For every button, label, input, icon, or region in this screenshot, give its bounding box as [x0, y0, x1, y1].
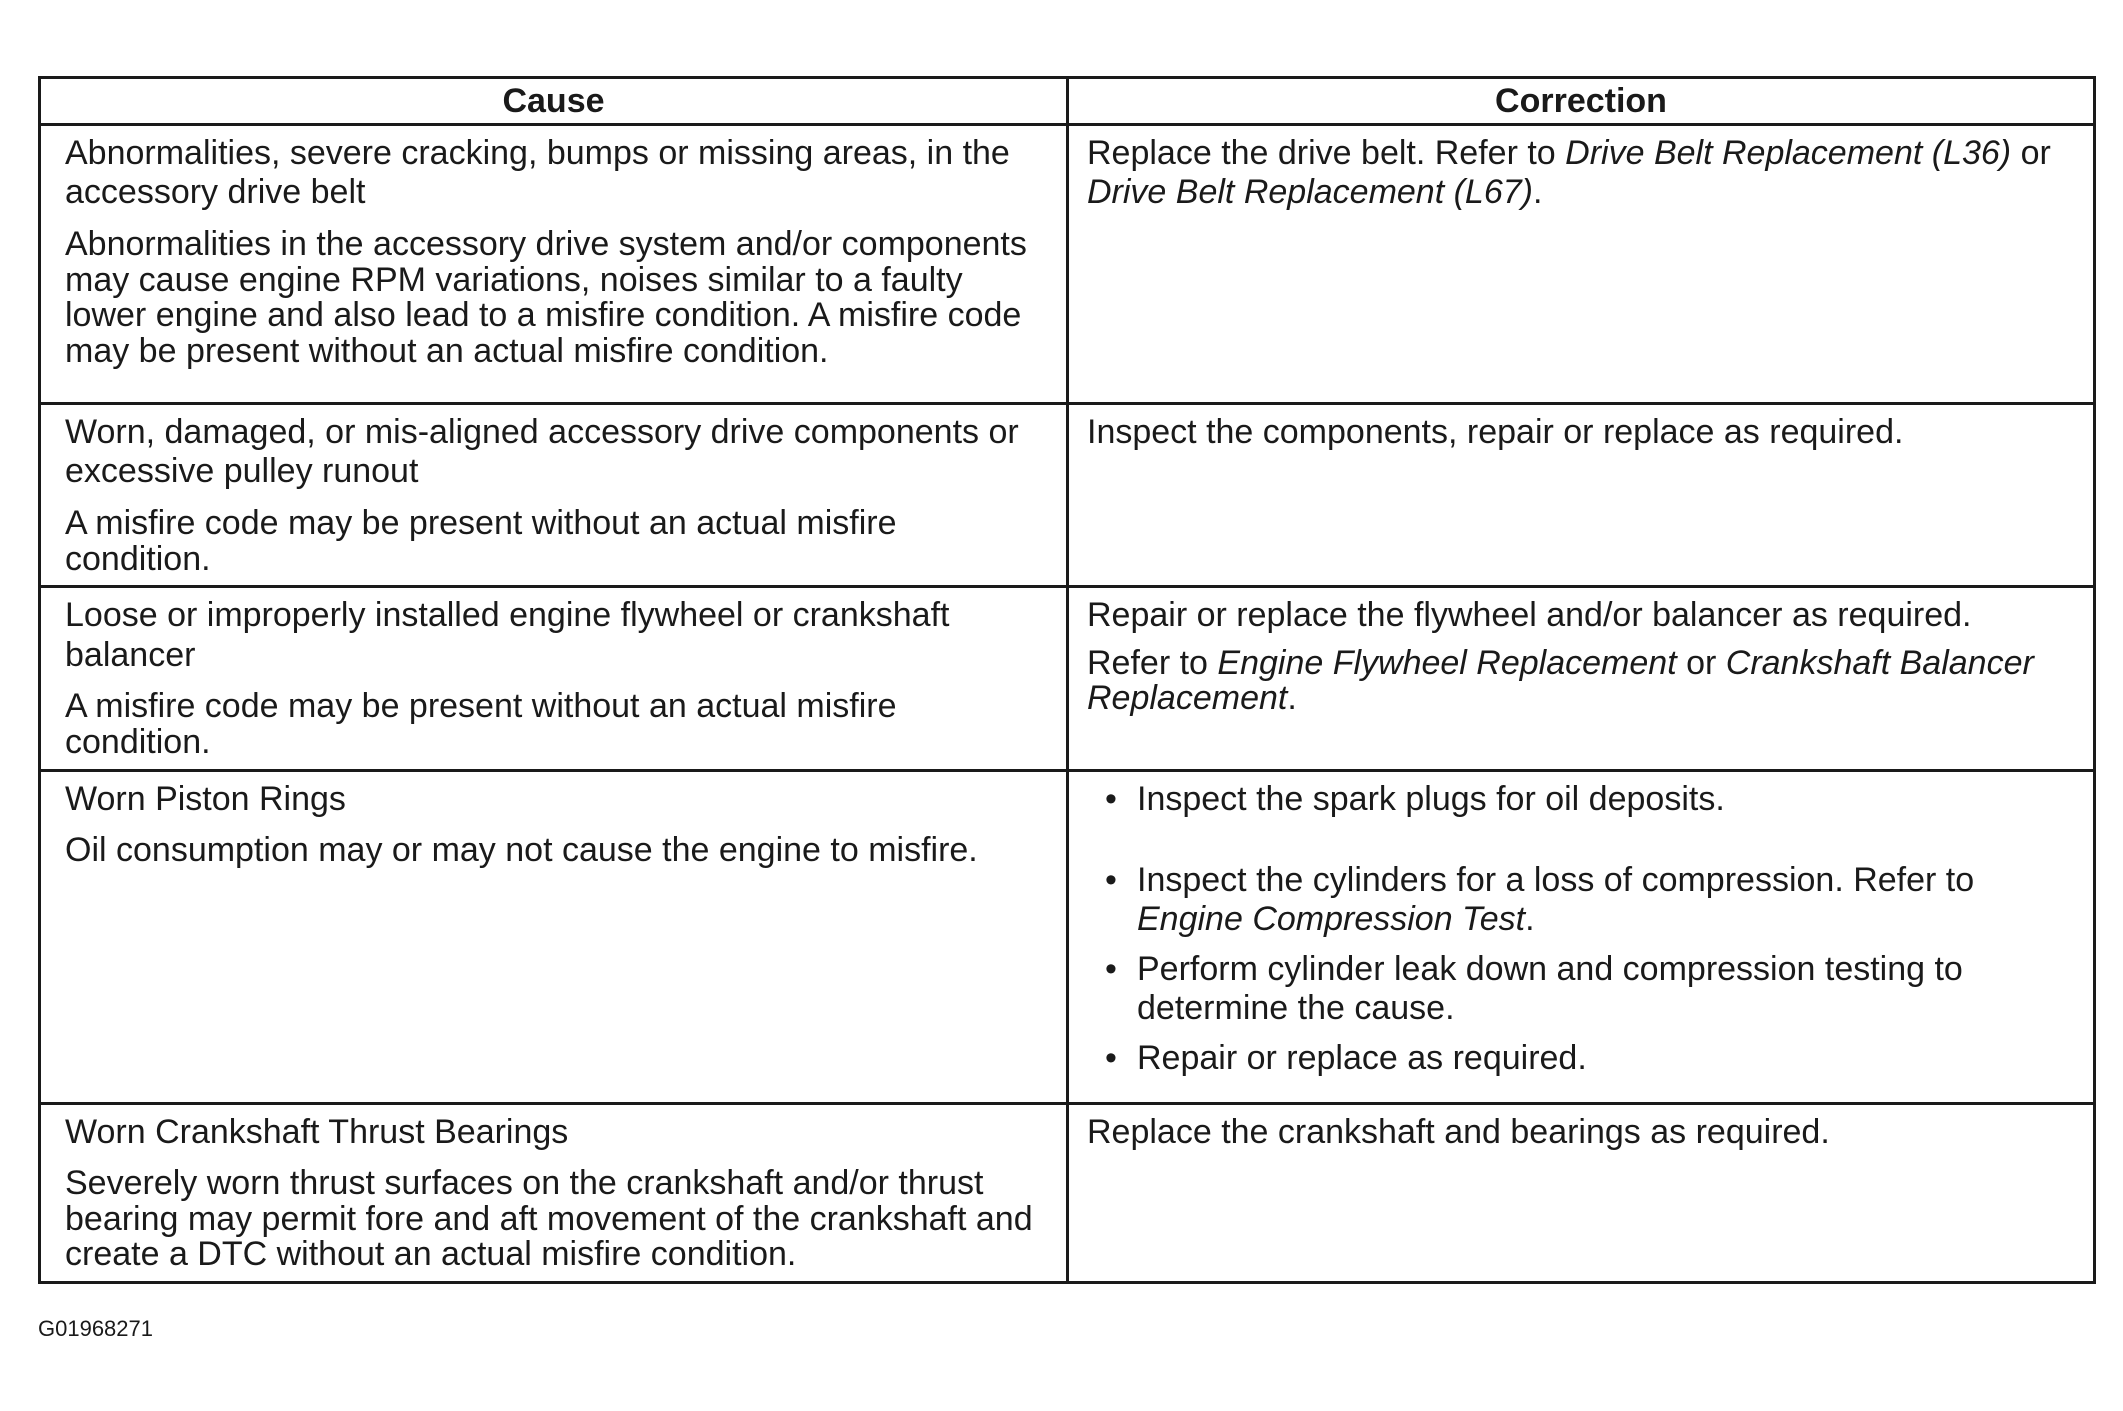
list-item [1105, 779, 2073, 819]
reference-link-engine-flywheel[interactable]: Engine Flywheel Replacement [1217, 643, 1677, 682]
cause-detail: Severely worn thrust surfaces on the crankshaft and/or thrust bearing may permit fore and aft movement of the crankshaft and create a DTC without an actual misfire condition. [65, 1163, 1033, 1274]
cause-cell [40, 770, 1068, 1103]
correction-bullet-list [1087, 780, 2073, 1079]
list-item-text: Inspect the cylinders for a loss of compression. Refer to [1137, 860, 1975, 899]
reference-link-drive-belt-l36[interactable]: Drive Belt Replacement (L36) [1565, 134, 2012, 172]
list-item [1105, 860, 2073, 940]
correction-text-part: . [1287, 679, 1297, 718]
cause-detail: A misfire code may be present without an actual misfire condition. [65, 687, 897, 761]
cause-detail: Oil consumption may or may not cause the engine to misfire. [65, 830, 978, 869]
table-row [40, 404, 2095, 587]
cause-cell [40, 404, 1068, 587]
bullet-icon: • [1105, 949, 1117, 988]
correction-text: Replace the crankshaft and bearings as required. [1087, 1112, 1830, 1151]
correction-text: Repair or replace the flywheel and/or balancer as required. [1087, 596, 1972, 635]
cause-cell [40, 1103, 1068, 1283]
bullet-icon: • [1105, 860, 1117, 899]
list-item-text: Perform cylinder leak down and compression testing to determine the cause. [1137, 949, 1963, 1028]
cause-detail: A misfire code may be present without an actual misfire condition. [65, 503, 897, 578]
reference-link-drive-belt-l67[interactable]: Drive Belt Replacement (L67) [1087, 173, 1533, 212]
cause-title: Worn, damaged, or mis-aligned accessory drive components or excessive pulley runout [65, 413, 1019, 491]
cause-title: Worn Piston Rings [65, 779, 346, 818]
list-item-text-end: . [1525, 900, 1535, 939]
correction-cell [1068, 1103, 2095, 1283]
table-row [40, 770, 2095, 1103]
reference-link-engine-compression-test[interactable]: Engine Compression Test [1137, 900, 1526, 939]
correction-text-part: or [1676, 643, 1726, 682]
correction-column-header: Correction [1068, 78, 2095, 125]
list-item-text: Inspect the spark plugs for oil deposits. [1137, 779, 1725, 818]
list-item-text: Repair or replace as required. [1137, 1038, 1587, 1077]
cause-title: Worn Crankshaft Thrust Bearings [65, 1112, 569, 1151]
cause-detail: Abnormalities in the accessory drive system and/or components may cause engine RPM variations, noises similar to a faulty lower engine and also lead to a misfire condition. A misfire code may be present without an actual misfire condition. [65, 224, 1027, 370]
cause-title: Loose or improperly installed engine flywheel or crankshaft balancer [65, 596, 950, 674]
cause-cell [40, 125, 1068, 404]
table-header-row [40, 78, 2095, 125]
cause-title: Abnormalities, severe cracking, bumps or missing areas, in the accessory drive belt [65, 134, 1010, 212]
bullet-icon: • [1105, 1038, 1117, 1077]
correction-text-part: Replace the drive belt. Refer to [1087, 134, 1566, 172]
table-row [40, 587, 2095, 770]
correction-cell [1068, 587, 2095, 770]
correction-text-part: Refer to [1087, 643, 1218, 682]
correction-cell [1068, 770, 2095, 1103]
cause-cell [40, 587, 1068, 770]
correction-reference [1087, 643, 2073, 718]
cause-column-header: Cause [40, 78, 1068, 125]
table-row [40, 1103, 2095, 1283]
figure-id: G01968271 [38, 1316, 153, 1341]
reference-link-crankshaft-balancer[interactable]: Crankshaft Balancer Replacement [1087, 643, 2034, 718]
list-item [1105, 949, 2073, 1029]
correction-text-part: . [1532, 173, 1543, 212]
bullet-icon: • [1105, 779, 1117, 818]
correction-cell [1068, 404, 2095, 587]
diagnostic-table [38, 76, 2096, 1284]
correction-text: Inspect the components, repair or replace as required. [1087, 413, 1904, 451]
correction-text-part: or [2011, 134, 2051, 172]
list-item [1105, 1038, 2073, 1078]
correction-cell [1068, 125, 2095, 404]
correction-text [1087, 134, 2073, 213]
table-row [40, 125, 2095, 404]
